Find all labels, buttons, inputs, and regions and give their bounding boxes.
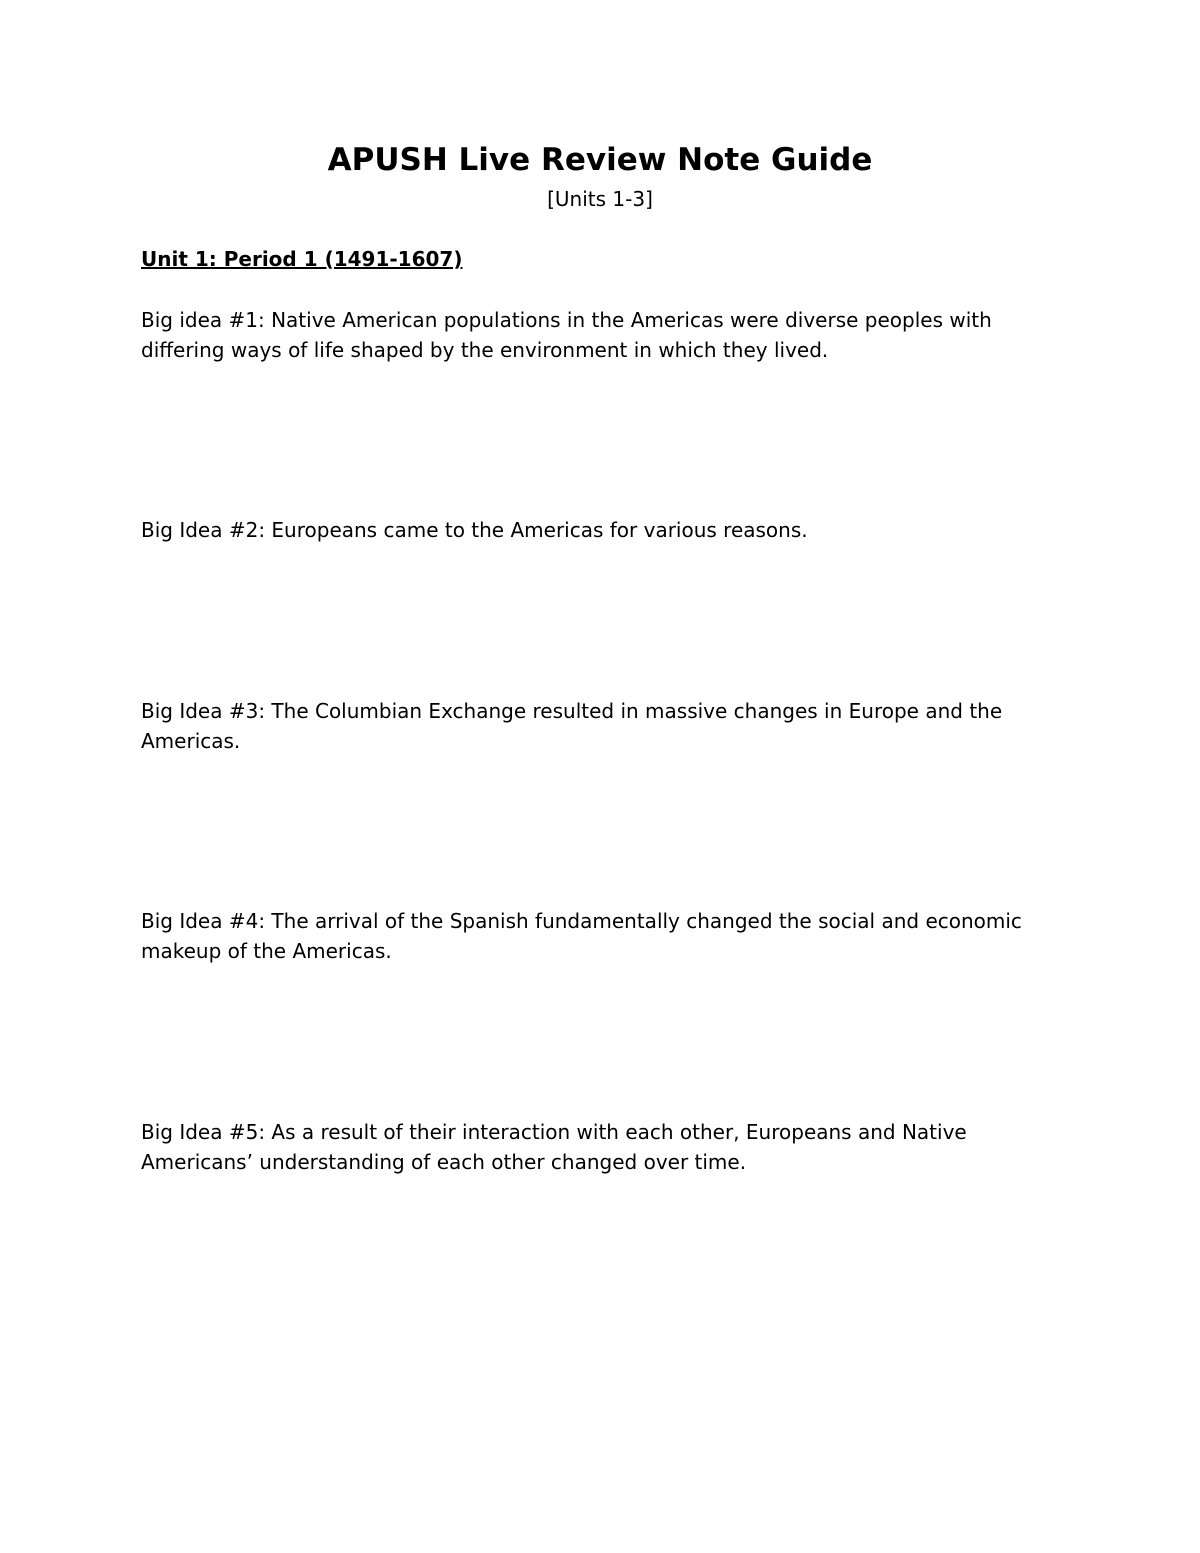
unit-heading: Unit 1: Period 1 (1491-1607) bbox=[141, 247, 463, 271]
big-idea-5: Big Idea #5: As a result of their interaction with each other, Europeans and Native Americans’ understanding of each other changed over time. bbox=[141, 1120, 967, 1174]
page-title: APUSH Live Review Note Guide bbox=[327, 142, 873, 178]
big-idea-4: Big Idea #4: The arrival of the Spanish fundamentally changed the social and economic makeup of the Americas. bbox=[141, 909, 1022, 963]
page-subtitle: [Units 1-3] bbox=[547, 187, 653, 211]
big-idea-1: Big idea #1: Native American populations in the Americas were diverse peoples with differing ways of life shaped by the environment in which they lived. bbox=[141, 308, 992, 362]
big-idea-3: Big Idea #3: The Columbian Exchange resulted in massive changes in Europe and the Americas. bbox=[141, 699, 1003, 753]
big-idea-2: Big Idea #2: Europeans came to the Americas for various reasons. bbox=[141, 518, 808, 542]
